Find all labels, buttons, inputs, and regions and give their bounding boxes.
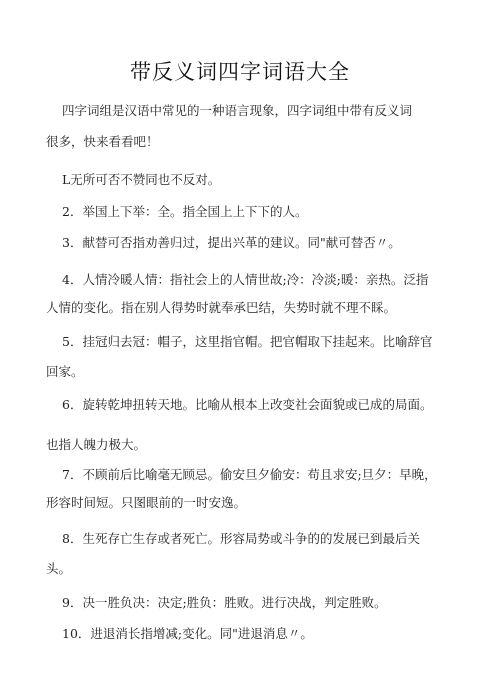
item-2-line-1: 2．举国上下举：全。指全国上上下下的人。 [62,204,308,219]
item-8-line-1: 8．生死存亡生存或者死亡。形容局势或斗争的的发展已到最后关 [62,531,420,546]
item-3-line-1: 3．献替可否指劝善归过，提出兴革的建议。同"献可替否〃。 [62,235,401,250]
item-9-line-1: 9．决一胜负决：决定;胜负：胜败。进行决战，判定胜败。 [62,595,387,610]
paragraph-intro-line-2: 很多，快来看看吧！ [46,134,159,149]
item-10-line-1: 10．进退消长指增减;变化。同"进退消息〃。 [62,626,313,641]
item-7-line-1: 7．不顾前后比喻毫无顾忌。偷安旦夕偷安：苟且求安;旦夕：早晚， [62,467,437,482]
item-5-line-1: 5．挂冠归去冠：帽子，这里指官帽。把官帽取下挂起来。比喻辞官 [62,334,433,349]
item-4-line-1: 4．人情冷暖人情：指社会上的人情世故;冷：冷淡;暖：亲热。泛指 [62,272,429,287]
item-8-line-2: 头。 [46,561,72,576]
item-4-line-2: 人情的变化。指在别人得势时就奉承巴结，失势时就不理不睬。 [46,300,397,315]
item-6-line-1: 6．旋转乾坤扭转天地。比喻从根本上改变社会面貌或已成的局面。 [62,397,433,412]
item-1-line-1: L无所可否不赞同也不反对。 [62,172,221,187]
item-6-line-2: 也指人魄力极大。 [46,437,147,452]
item-7-line-2: 形容时间短。只图眼前的一时安逸。 [46,495,247,510]
item-5-line-2: 回家。 [46,364,84,379]
document-title: 带反义词四字词语大全 [130,60,350,84]
paragraph-intro-line-1: 四字词组是汉语中常见的一种语言现象，四字词组中带有反义词 [62,103,413,118]
